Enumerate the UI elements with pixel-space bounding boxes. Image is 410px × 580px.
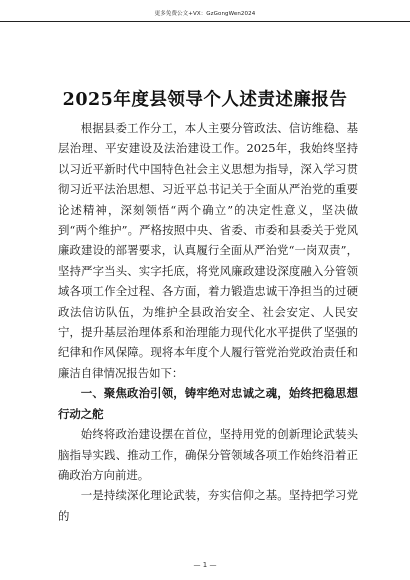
document-body [58,118,358,526]
header-divider [0,21,410,22]
document-title: 2025年度县领导个人述责述廉报告 [62,90,348,110]
intro-paragraph: 根据县委工作分工，本人主要分管政法、信访维稳、基层治理、平安建设及法治建设工作。2025年，我始终坚持以习近平新时代中国特色社会主义思想为指导，深入学习贯彻习近平法治思想、习近平总书记关于全面从严治党的重要论述精神，深刻领悟“两个确立”的决定性意义，坚决做到“两个维护”。严格按照中央、省委、市委和县委关于党风廉政建设的部署要求，认真履行全面从严治党“一岗双责”，坚持严字当头、实字托底，将党风廉政建设深度融入分管领域各项工作全过程、各方面，着力锻造忠诚干净担当的过硬政法信访队伍，为维护全县政治安全、社会安定、人民安宁，提升基层治理体系和治理能力现代化水平提供了坚强的纪律和作风保障。现将本年度个人履行管党治党政治责任和廉洁自律情况报告如下： [58,121,358,380]
section-paragraph: 始终将政治建设摆在首位，坚持用党的创新理论武装头脑指导实践、推动工作，确保分管领域各项工作始终沿着正确政治方向前进。 [58,427,358,482]
page-number: — 1 — [193,561,217,569]
section-paragraph: 一是持续深化理论武装，夯实信仰之基。坚持把学习党的 [58,488,358,523]
section-heading: 一、聚焦政治引领，铸牢绝对忠诚之魂，始终把稳思想行动之舵 [58,386,358,421]
header-note: 更多免费公文+VX：GzGongWen2024 [154,11,256,17]
